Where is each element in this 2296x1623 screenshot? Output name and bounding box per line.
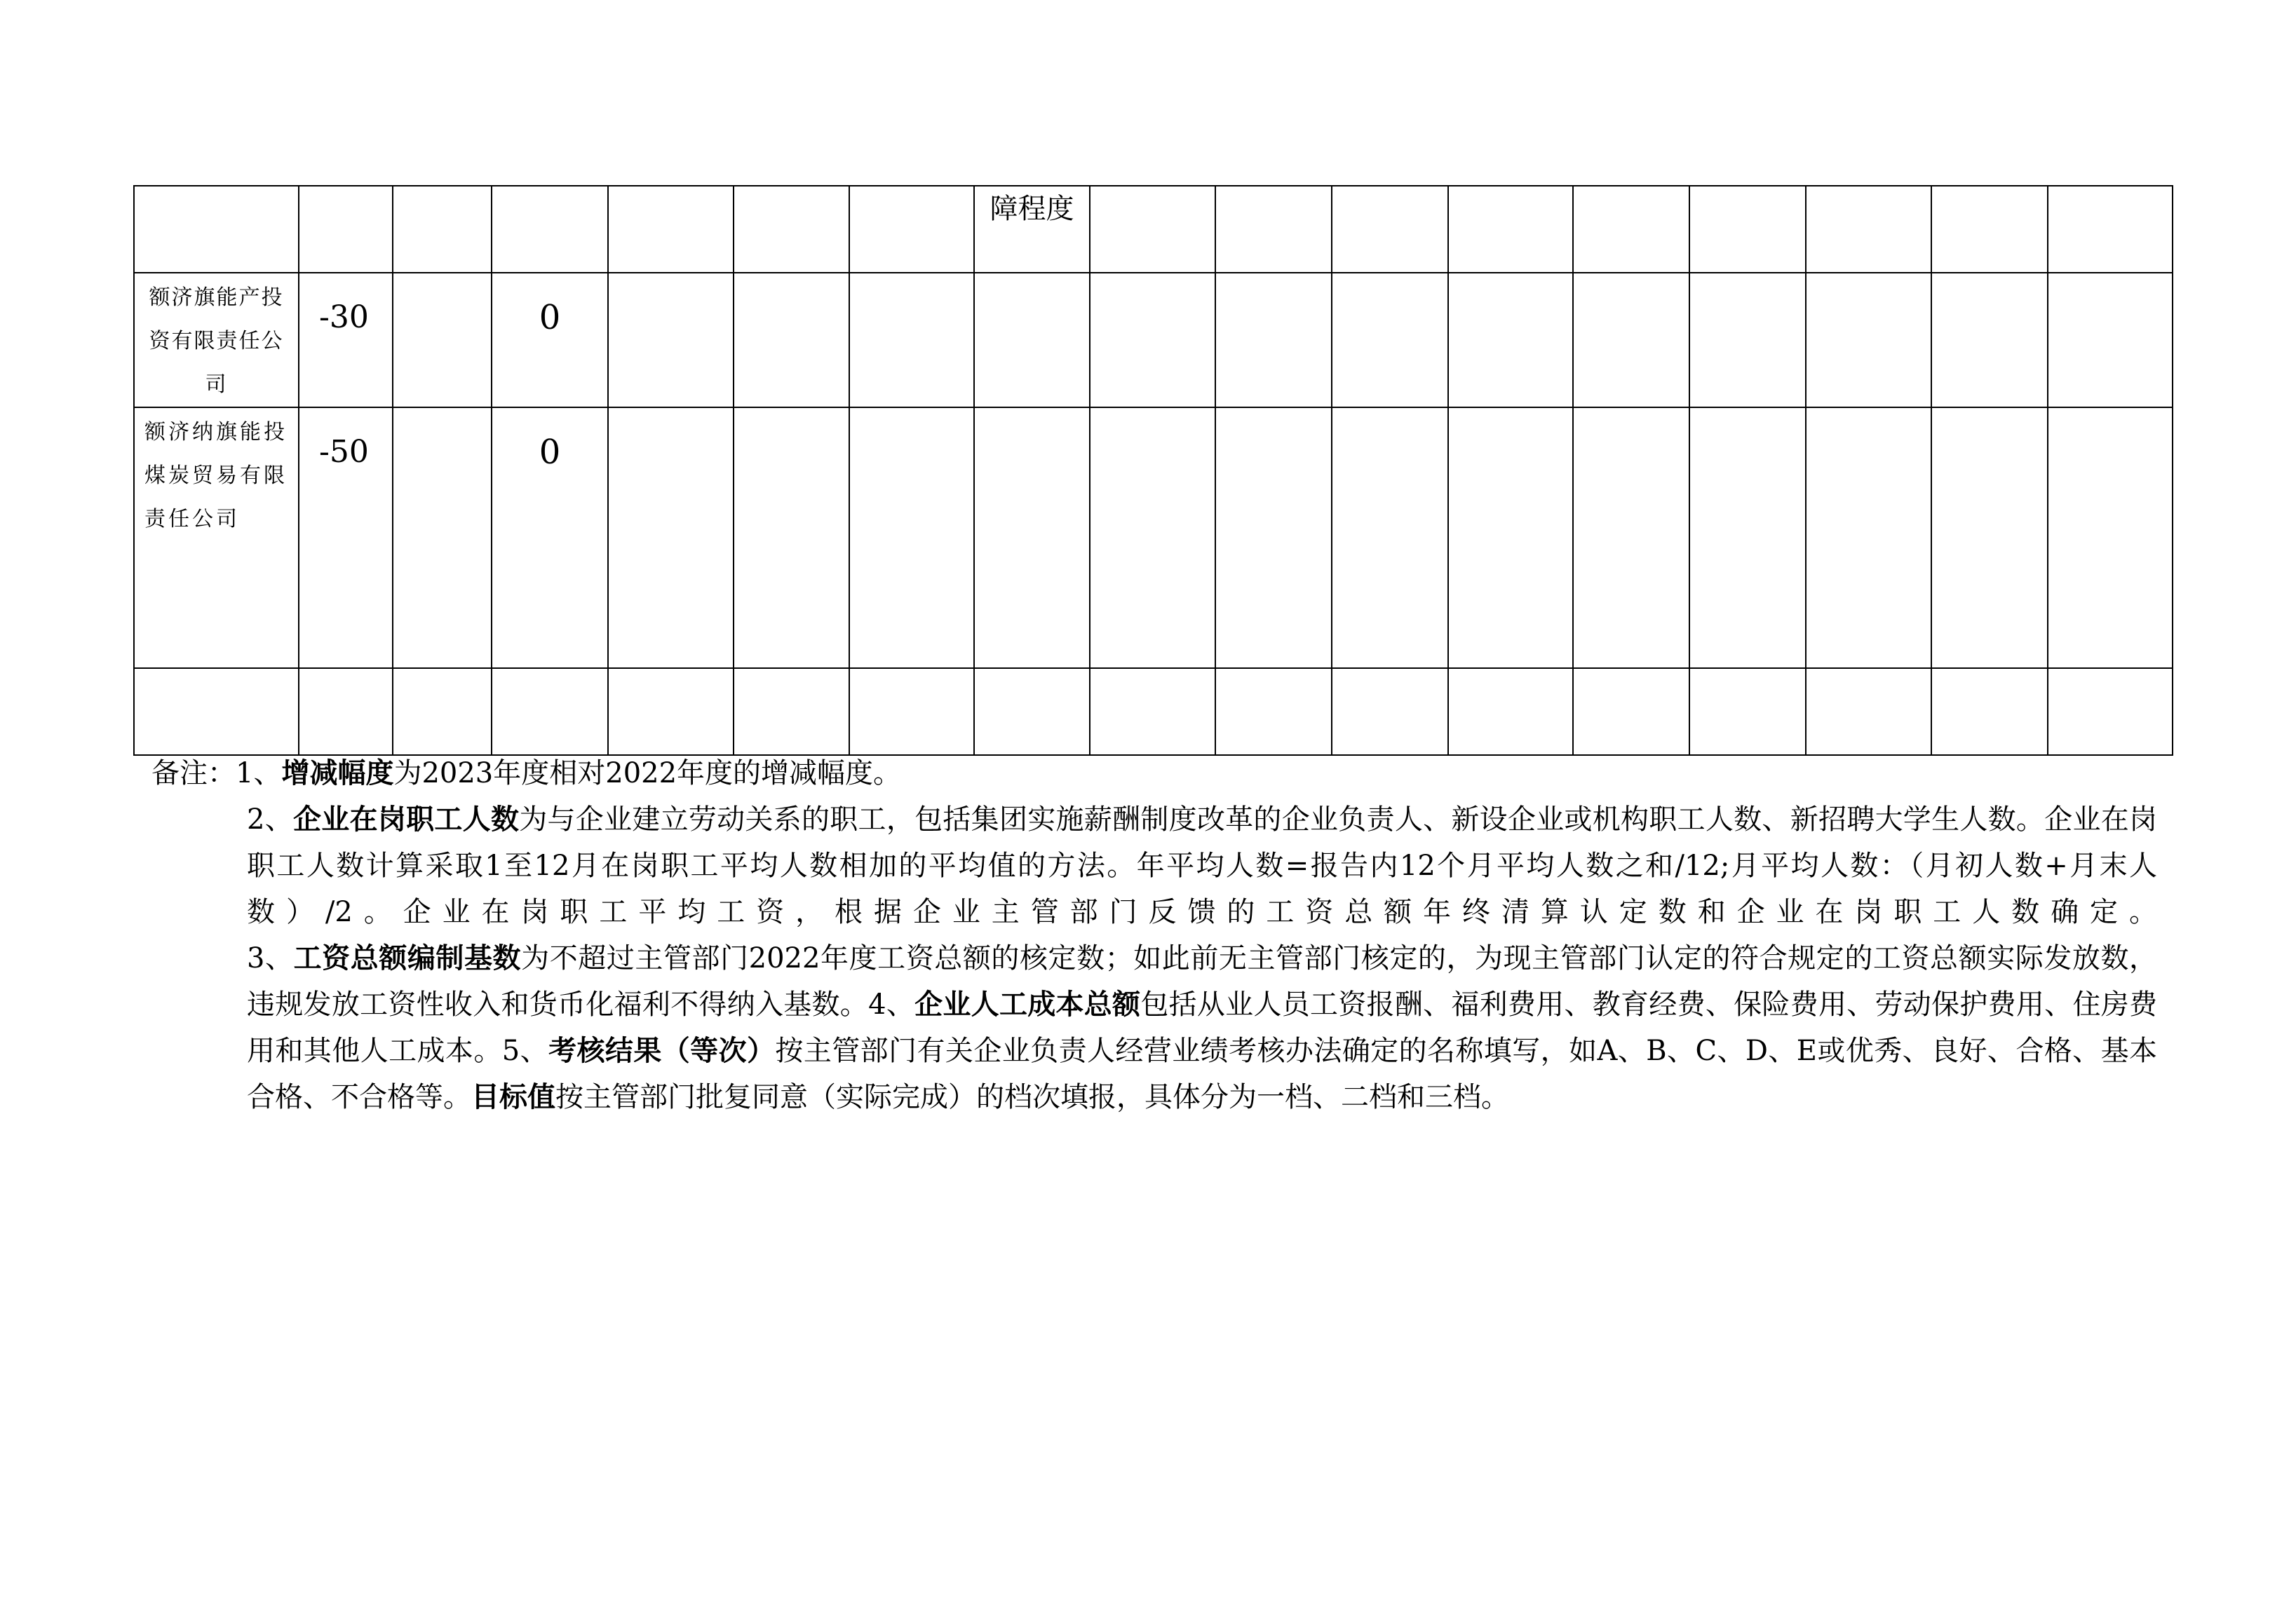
table-cell [849,407,974,668]
table-cell [299,407,393,668]
table-cell [1806,186,1931,273]
table-cell [1806,407,1931,668]
table-cell [1215,273,1332,407]
table-cell [849,186,974,273]
table-cell [299,186,393,273]
table-cell [1931,186,2048,273]
table-cell [1332,273,1448,407]
table-cell [1215,668,1332,755]
table-cell [492,186,608,273]
notes-section [151,750,2157,1120]
note-2-prefix: 2、 [247,803,294,836]
table-row-empty [134,668,2173,755]
note-1-prefix: 备注：1、 [151,757,282,789]
note-4-text: 包括从业人员工资报酬、福利费用、教育经费、保险费用、劳动保护费用、住房费用和其他人工成本。 [247,989,2158,1067]
table-cell [2048,273,2173,407]
table-cell [974,668,1090,755]
table-cell [1806,668,1931,755]
table-cell [393,273,492,407]
table-cell [608,186,734,273]
table-cell [2048,186,2173,273]
table-cell [608,407,734,668]
table-cell [1090,407,1215,668]
table-row [134,407,2173,668]
table-cell [1806,273,1931,407]
table-cell [734,186,849,273]
table-cell [1689,186,1806,273]
value-1: -50 [319,434,369,470]
table-cell [974,273,1090,407]
note-3-term: 工资总额编制基数 [293,942,522,975]
table-cell [1689,668,1806,755]
company-name: 额济纳旗能投煤炭贸易有限责任公司 [144,420,288,531]
table-cell [1448,273,1573,407]
table-cell [1931,273,2048,407]
note-3-prefix: 3、 [247,942,294,975]
table-cell [1689,273,1806,407]
note-1-term: 增减幅度 [281,756,394,789]
table-cell [849,668,974,755]
table-cell [492,668,608,755]
table-cell [1931,407,2048,668]
data-table [133,185,2173,756]
note-3 [151,935,2157,1120]
value-1: -30 [319,299,369,335]
note-5-term: 考核结果（等次） [548,1034,776,1067]
table-cell [2048,668,2173,755]
table-cell [1931,668,2048,755]
table-cell [1090,186,1215,273]
table-cell [1215,407,1332,668]
company-name: 额济旗能产投资有限责任公司 [149,285,284,397]
table-cell [2048,407,2173,668]
table-cell [849,273,974,407]
table-cell [492,407,608,668]
table-cell [1573,186,1689,273]
table-cell [974,186,1090,273]
table-cell [1090,668,1215,755]
table-cell [299,668,393,755]
table-cell [1215,186,1332,273]
table-cell [134,668,299,755]
table-cell [1448,668,1573,755]
note-4-prefix: 4、 [868,989,915,1021]
table-cell [1448,186,1573,273]
value-2: 0 [539,433,561,472]
table-cell [1332,668,1448,755]
table-row [134,273,2173,407]
table-cell [1332,407,1448,668]
note-2-text: 为与企业建立劳动关系的职工，包括集团实施薪酬制度改革的企业负责人、新设企业或机构职工人数、新招聘大学生人数。企业在岗职工人数计算采取1至12月在岗职工平均人数相加的平均值的方法。年平均人数=报告内12个月平均人数之和/12;月平均人数：（月初人数+月末人数）/2。企业在岗职工平均工资，根据企业主管部门反馈的工资总额年终清算认定数和企业在岗职工人数确定。 [247,803,2158,928]
company-name-cell [134,273,299,407]
note-6-text: 按主管部门批复同意（实际完成）的档次填报，具体分为一档、二档和三档。 [555,1081,1509,1113]
table-cell [734,273,849,407]
note-2-term: 企业在岗职工人数 [293,803,520,836]
company-name-cell [134,407,299,668]
table-cell [1090,273,1215,407]
table-cell [1448,407,1573,668]
table-cell [734,407,849,668]
table-cell [1573,407,1689,668]
value-2: 0 [539,298,561,337]
table-cell [974,407,1090,668]
table-cell [608,668,734,755]
table-cell [393,407,492,668]
note-5-text: 按主管部门有关企业负责人经营业绩考核办法确定的名称填写，如A、B、C、D、E或优秀、良好、合格、基本合格、不合格等。 [247,1035,2158,1113]
note-5-prefix: 5、 [501,1035,549,1067]
note-6-term: 目标值 [471,1080,555,1113]
table-cell [1689,407,1806,668]
table-cell [393,668,492,755]
note-2 [151,796,2157,935]
table-cell [393,186,492,273]
table-cell [299,273,393,407]
note-4-term: 企业人工成本总额 [914,988,1141,1021]
table-cell [1573,273,1689,407]
table-cell [734,668,849,755]
table-cell [1332,186,1448,273]
header-cell-text: 障程度 [990,193,1074,225]
table-cell [608,273,734,407]
table-cell [1573,668,1689,755]
table-cell [134,186,299,273]
table-header-row [134,186,2173,273]
table-cell [492,273,608,407]
note-1 [151,750,2157,796]
note-3-text: 为不超过主管部门2022年度工资总额的核定数；如此前无主管部门核定的，为现主管部门认定的符合规定的工资总额实际发放数，违规发放工资性收入和货币化福利不得纳入基数。 [247,942,2158,1021]
note-1-text: 为2023年度相对2022年度的增减幅度。 [393,757,902,789]
